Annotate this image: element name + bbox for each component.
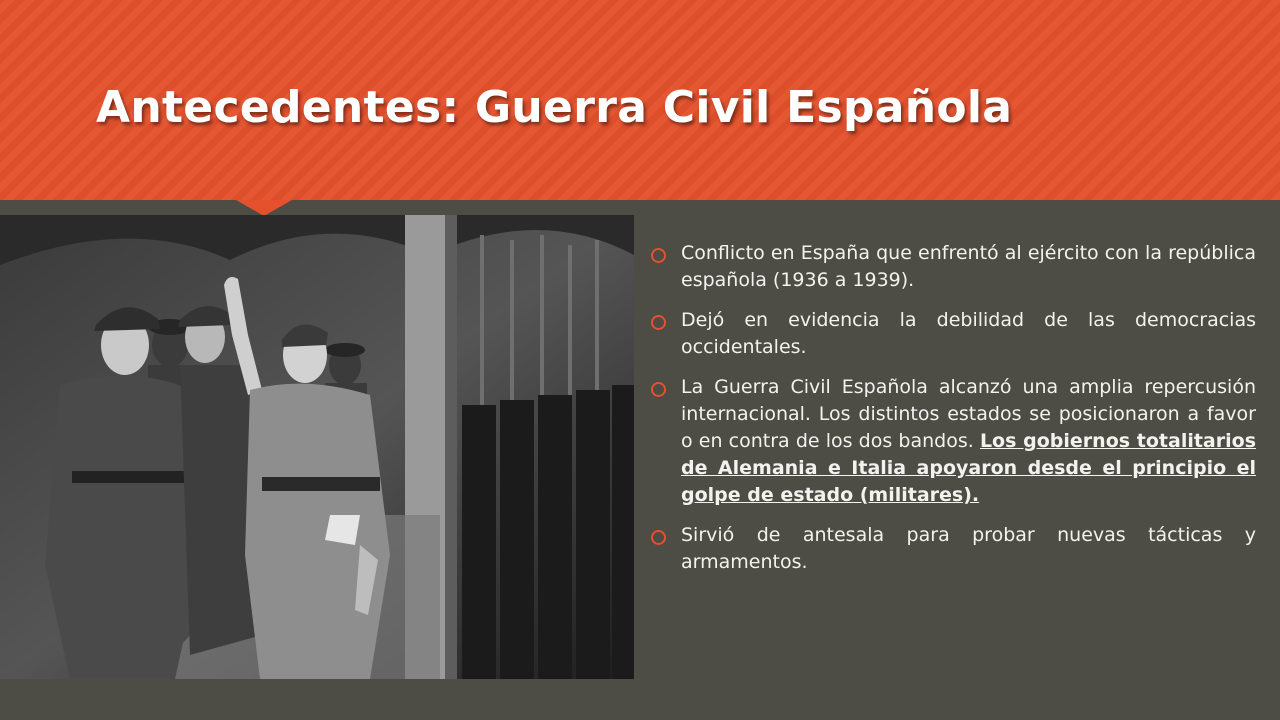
bullet-text: Sirvió de antesala para probar nuevas tácticas y armamentos. xyxy=(681,524,1256,573)
slide-title: Antecedentes: Guerra Civil Española xyxy=(96,82,1013,133)
bullet-emphasis-text: Los gobiernos totalitarios de Alemania e Italia apoyaron desde el principio el golpe de estado (militares). xyxy=(681,430,1257,506)
banner-notch xyxy=(236,200,292,216)
bullet-item xyxy=(648,240,1256,294)
bullet-text: La Guerra Civil Española alcanzó una amplia repercusión internacional. Los distintos estados se posicionaron a favor o en contra de los dos bandos. xyxy=(681,376,1256,452)
circle-bullet-icon xyxy=(651,530,666,545)
bullet-list xyxy=(648,240,1256,576)
circle-bullet-icon xyxy=(651,315,666,330)
bullet-item xyxy=(648,307,1256,361)
bullet-item xyxy=(648,374,1256,509)
circle-bullet-icon xyxy=(651,248,666,263)
bullet-text: Conflicto en España que enfrentó al ejército con la república española (1936 a 1939). xyxy=(681,242,1256,291)
historical-photo xyxy=(0,215,634,679)
bullet-item xyxy=(648,522,1256,576)
bullet-text: Dejó en evidencia la debilidad de las democracias occidentales. xyxy=(681,309,1256,358)
photo-illustration xyxy=(0,215,634,679)
title-banner xyxy=(0,0,1280,200)
bullet-content xyxy=(648,240,1256,589)
circle-bullet-icon xyxy=(651,382,666,397)
